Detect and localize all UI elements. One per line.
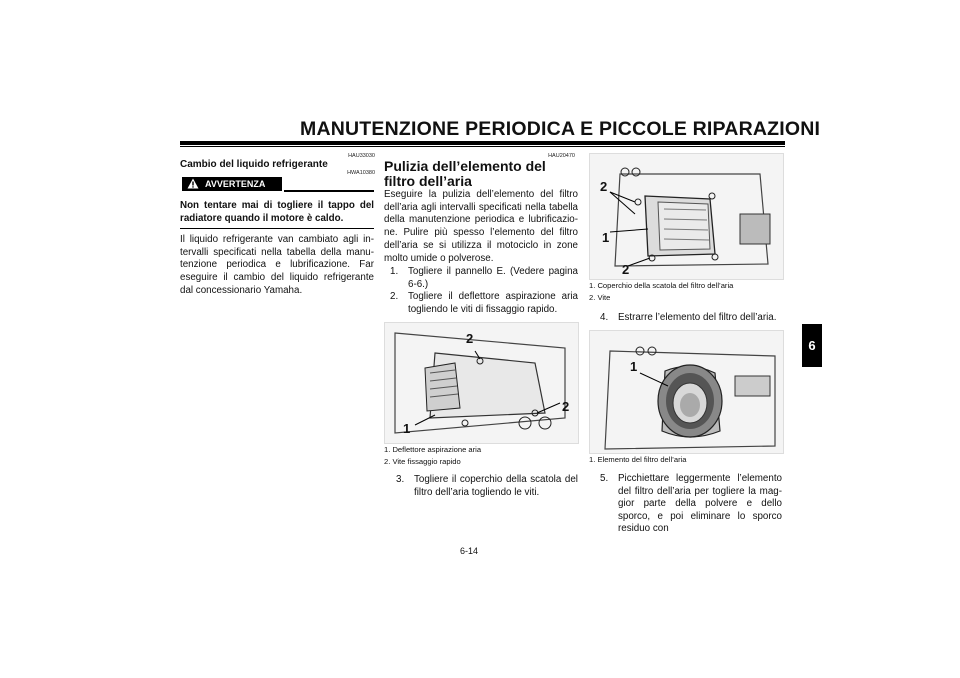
photo-callout: 2 [466,331,474,346]
body-paragraph: Il liquido refrigerante van cambiato agli in-tervalli specificati nella tabella della manu-tenzione periodica e lubrificazione. Far eseguire il cambio del liquido refrigerante dal concessionario Yamaha. [180,234,374,296]
list-item [600,312,782,325]
page-title: MANUTENZIONE PERIODICA E PICCOLE RIPARAZIONI [300,118,821,140]
photo-callout: 2 [600,179,608,194]
photo-callout: 1 [403,421,411,436]
section-heading: Cambio del liquido refrigerante [180,159,328,170]
list-item [600,473,782,536]
warning-icon [187,178,199,191]
list-number: 2. [390,291,399,302]
section-code: HAU33030 [348,153,375,159]
photo-callout: 2 [622,262,630,277]
photo-caption: 2. Vite [589,293,611,302]
list-number: 3. [396,474,405,485]
list-number: 5. [600,473,609,484]
list-item [396,474,578,499]
list-number: 4. [600,312,609,323]
list-text: Estrarre l’elemento del filtro dell’aria. [618,312,777,323]
list-item [390,291,578,316]
photo-caption: 1. Deflettore aspirazione aria [384,445,482,454]
chapter-tab: 6 [802,324,822,367]
header-rule [180,141,785,145]
list-text: Togliere il pannello E. (Vedere pagina 6-6.) [408,266,578,290]
warning-rule [284,190,374,192]
photo-callout: 1 [630,359,638,374]
photo-callout: 2 [562,399,570,414]
header-rule-thin [180,146,785,147]
list-text: Togliere il deflettore aspirazione aria togliendo le viti di fissaggio rapido. [408,291,578,315]
list-item [390,266,578,291]
photo-callout: 1 [602,230,610,245]
body-paragraph: Eseguire la pulizia dell’elemento del filtro dell’aria agli intervalli specificati nella tabella della manutenzione periodica e lubrificazio-ne. Pulire più spesso l’elemento del filtro dell’aria se si utilizza il motociclo in zone molto umide o polverose. [384,189,578,264]
warning-label: AVVERTENZA [205,179,266,189]
warning-text: Non tentare mai di togliere il tappo del radiatore quando il motore è caldo. [180,200,374,224]
steps-list [390,266,578,316]
section-heading: Pulizia dell’elemento del filtro dell’aria [384,158,546,189]
list-text: Picchiettare leggermente l’elemento del filtro dell’aria per togliere la mag-gior parte della polvere e dello sporco, e poi eliminare lo sporco residuo con [618,473,782,534]
warning-badge [182,177,282,191]
photo-filter-cover [589,153,784,280]
warning-end-rule [180,228,374,229]
section-code: HAU20470 [548,153,575,159]
photo-air-deflector [384,322,579,444]
list-number: 1. [390,266,399,277]
photo-caption: 1. Coperchio della scatola del filtro dell’aria [589,281,734,290]
photo-filter-element [589,330,784,454]
list-text: Togliere il coperchio della scatola del filtro dell’aria togliendo le viti. [414,474,578,498]
warning-code: HWA10380 [347,170,375,176]
page-number: 6-14 [460,546,479,556]
photo-caption: 2. Vite fissaggio rapido [384,457,461,466]
photo-caption: 1. Elemento del filtro dell’aria [589,455,687,464]
